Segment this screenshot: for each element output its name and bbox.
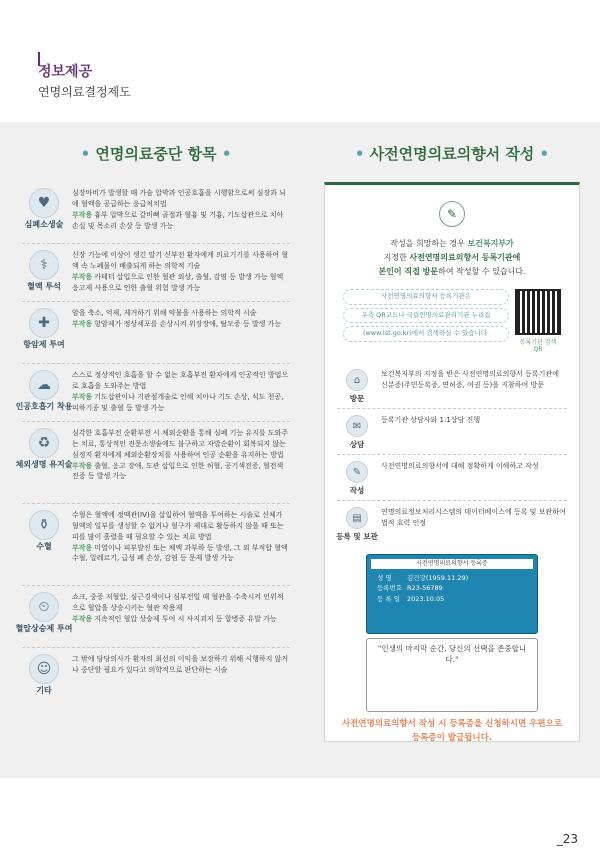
treatment-description — [66, 244, 290, 301]
side-effect-text: 카테터 삽입으로 인한 혈관 외상, 출혈, 감염 등 발생 가능 혈액응고제 사용으로 인한 출혈 위험 발생 가능 — [72, 272, 284, 292]
treatment-icon-wrap — [22, 244, 66, 301]
treatment-icon-wrap — [15, 364, 73, 421]
qr-line: 우측 QR코드나 국립연명의료관리기관 누리집 — [343, 308, 509, 324]
card-row-key: 성 명 — [377, 574, 392, 582]
card-row-value: 2023.10.05 — [407, 594, 445, 603]
card-row-value: 김건강(1959.11.29) — [407, 574, 469, 582]
side-effect-line — [72, 272, 290, 294]
side-effect-label: 부작용 — [72, 461, 93, 470]
qr-block — [515, 289, 561, 353]
treatment-description — [66, 422, 290, 503]
side-effect-label: 부작용 — [72, 392, 93, 401]
side-effect-line — [72, 461, 290, 483]
treatment-desc-text: 심각한 호흡부전 순환부전 시 체외순환을 통해 심폐 기능 유지를 도와주는 치료, 통상적인 전문소생술에도 불구하고 자발순환이 회복되지 않는 심정지 환자에게 체외순환장치를 사용하여 인공 순환을 유지하는 방법 — [72, 429, 289, 459]
process-step — [337, 409, 567, 455]
withdrawal-items-column — [15, 143, 290, 710]
card-row — [377, 573, 527, 583]
blood-pressure-icon: ⏲ — [29, 592, 59, 622]
pill-icon: ✚ — [29, 308, 59, 338]
qr-code-image[interactable] — [515, 289, 561, 335]
treatment-item — [22, 182, 290, 244]
treatment-description — [66, 648, 290, 710]
treatment-icon-wrap — [22, 504, 66, 585]
intro-part: 작성을 희망하는 경우 — [390, 239, 468, 248]
treatment-item — [15, 586, 290, 648]
card-title: 사전연명의료의향서 등록증 — [371, 559, 533, 569]
treatment-icon-wrap — [15, 586, 73, 647]
treatment-label: 항암제 투여 — [23, 340, 65, 349]
treatment-label: 혈압상승제 투여 — [15, 624, 73, 633]
registration-card-back — [366, 638, 538, 712]
step-text: 연명의료정보처리시스템의 데이터베이스에 등록 및 보관하여 법적 효력 인정 — [381, 508, 566, 528]
side-effect-line — [72, 319, 290, 330]
treatment-description — [66, 302, 290, 363]
treatment-description — [66, 504, 290, 585]
card-row-key: 등록번호 — [377, 584, 403, 593]
process-step — [337, 363, 567, 409]
pen-icon: ✎ — [439, 201, 465, 227]
intro-part: 지정한 — [383, 253, 410, 262]
qr-line: 사전연명의료의향서 등록기관은 — [343, 289, 509, 305]
treatment-desc-text: 암을 축소, 억제, 제거하기 위해 약물을 사용하는 의학적 시술 — [72, 309, 257, 317]
qr-section — [343, 289, 561, 353]
cpr-icon: ♥ — [29, 188, 59, 218]
ecmo-icon: ♻ — [29, 428, 59, 458]
qr-caption: 등록기관 검색 QR — [519, 339, 557, 353]
step-label: 방문 — [349, 394, 365, 403]
section-title: 정보제공 — [38, 64, 93, 80]
step-text: 보건복지부의 지정을 받은 사전연명의료의향서 등록기관에 신분증(주민등록증, 면허증, 여권 등)을 지참하여 방문 — [381, 370, 559, 390]
step-label: 상담 — [349, 440, 365, 449]
transfusion-icon: ⚱ — [29, 510, 59, 540]
treatment-desc-text: 쇼크, 중증 저혈압, 심근경색이나 심부전일 때 혈관을 수축시켜 인위적으로 혈압을 상승시키는 혈관 작용제 — [72, 593, 284, 612]
page-header — [0, 0, 600, 122]
treatment-label: 기타 — [36, 686, 52, 695]
ventilator-icon: ☁ — [29, 370, 59, 400]
treatment-label: 인공호흡기 착용 — [15, 402, 73, 411]
treatment-description — [66, 586, 290, 647]
intro-text — [337, 237, 567, 279]
card-row — [377, 583, 527, 593]
side-effect-line — [72, 543, 290, 565]
step-label: 작성 — [349, 486, 365, 495]
treatment-icon-wrap — [22, 182, 66, 243]
registration-card-front — [366, 554, 538, 634]
qr-guide — [343, 289, 509, 353]
right-title-text: 사전연명의료의향서 작성 — [369, 145, 535, 163]
card-row-key: 등 록 일 — [377, 594, 400, 603]
treatment-desc-text: 심장마비가 발생할 때 가슴 압박과 인공호흡을 시행함으로써 심장과 뇌에 혈액을 공급하는 응급처치법 — [72, 189, 286, 208]
step-icon-wrap — [337, 507, 377, 542]
treatment-icon-wrap — [15, 422, 73, 503]
right-column-title — [324, 143, 580, 164]
side-effect-label: 부작용 — [72, 614, 93, 623]
treatment-icon-wrap — [22, 302, 66, 363]
side-effect-line — [72, 210, 290, 232]
card-row-value: R23-56789 — [407, 584, 443, 593]
registration-notice: 사전연명의료의향서 작성 시 등록증을 신청하시면 우편으로 등록증이 발급됩니다. — [341, 719, 563, 743]
title-bullet: • — [221, 145, 232, 163]
step-icon-wrap — [337, 415, 377, 450]
side-effect-text: 미열이나 피부발진 또는 체액 과부하 등 발생, 그 외 부적합 혈액 수혈, 알레르기, 급성 폐 손상, 감염 등 문제 발생 가능 — [72, 543, 288, 563]
treatment-item — [22, 648, 290, 710]
visit-icon: ⌂ — [346, 369, 368, 391]
side-effect-line — [72, 676, 290, 687]
step-label: 등록 및 보관 — [336, 532, 378, 541]
advance-directive-column — [324, 143, 580, 742]
step-text: 사전연명의료의향서에 대해 정확하게 이해하고 작성 — [381, 462, 539, 470]
step-icon-wrap — [337, 461, 377, 496]
treatment-desc-text: 신장 기능에 이상이 생긴 말기 신부전 환자에게 의료기기를 사용하여 혈액 속 노폐물이 배출되게 하는 의학적 기술 — [72, 251, 289, 270]
treatment-label: 체외생명 유지술 — [15, 460, 73, 469]
title-bullet: • — [80, 145, 91, 163]
doctor-icon: ☺ — [29, 654, 59, 684]
treatment-label: 심폐소생술 — [24, 220, 64, 229]
treatment-item — [22, 302, 290, 364]
left-title-text: 연명의료중단 항목 — [95, 145, 217, 163]
process-step — [337, 501, 567, 546]
side-effect-text: 기도삽관이나 기관절개술로 인해 치아나 기도 손상, 식도 천공, 피하기종 및 출혈 등 발생 가능 — [72, 392, 284, 412]
process-steps — [337, 363, 567, 546]
intro-bold: 사전연명의료의향서 등록기관에 — [409, 253, 521, 262]
archive-icon: ▤ — [346, 507, 368, 529]
treatment-item — [15, 422, 290, 504]
title-bullet: • — [354, 145, 365, 163]
directive-card — [324, 182, 580, 742]
side-effect-line — [72, 614, 290, 625]
left-column-title — [22, 143, 290, 164]
intro-part: 하여 작성할 수 있습니다. — [438, 267, 526, 276]
intro-org: 보건복지부가 — [467, 239, 514, 248]
side-effect-text: 지속적인 혈압 상승제 투여 시 사지괴저 등 합병증 유발 가능 — [94, 614, 277, 623]
side-effect-text: 출혈, 응고 장애, 도관 삽입으로 인한 허혈, 공기색전증, 혈전색전증 등 발생 가능 — [72, 461, 284, 481]
treatment-item — [22, 504, 290, 586]
card-row — [377, 594, 527, 604]
side-effect-text: 항암제가 정상세포를 손상시켜 위장장애, 탈모증 등 발생 가능 — [94, 319, 282, 328]
card-quote: "인생의 마지막 순간, 당신의 선택을 존중합니다." — [377, 644, 527, 665]
side-effect-text: 흉부 압박으로 갈비뼈 골절과 혈흉 및 기흉, 기도삽관으로 치아 손실 및 목소리 손상 등 발생 가능 — [72, 210, 284, 230]
side-effect-label: 부작용 — [72, 543, 93, 552]
intro-bold-visit: 본인이 직접 방문 — [378, 267, 439, 276]
treatment-item — [15, 364, 290, 422]
card-rows — [377, 573, 527, 604]
write-icon: ✎ — [346, 461, 368, 483]
side-effect-label: 부작용 — [72, 272, 93, 281]
section-subtitle: 연명의료결정제도 — [38, 85, 131, 99]
dialysis-icon: ⚕ — [29, 250, 59, 280]
side-effect-label: 부작용 — [72, 210, 93, 219]
treatment-description — [66, 182, 290, 243]
treatment-item — [22, 244, 290, 302]
consult-icon: ✉ — [346, 415, 368, 437]
treatment-list — [15, 182, 290, 710]
step-text: 등록기관 상담사와 1:1상담 진행 — [381, 416, 481, 424]
treatment-description — [66, 364, 290, 421]
treatment-desc-text: 그 밖에 담당의사가 환자의 최선의 이익을 보장하기 위해 시행하지 않거나 중단할 필요가 있다고 의학적으로 판단하는 시술 — [72, 655, 289, 674]
side-effect-label: 부작용 — [72, 319, 93, 328]
treatment-desc-text: 수혈은 혈액에 정맥관(IV)을 삽입하여 혈액을 투여하는 시술로 신체가 혈액의 일부를 생성할 수 없거나 혈구가 제대로 활동하지 않을 때 또는 피를 많이 흘렸을 때 필요할 수 있는 치료 방법 — [72, 511, 284, 541]
treatment-label: 혈액 투석 — [27, 282, 61, 291]
treatment-desc-text: 스스로 정상적인 호흡을 할 수 없는 호흡부전 환자에게 인공적인 방법으로 호흡을 도와주는 방법 — [72, 371, 289, 390]
title-bullet: • — [539, 145, 550, 163]
treatment-icon-wrap — [22, 648, 66, 710]
step-icon-wrap — [337, 369, 377, 404]
qr-line: (www.lst.go.kr)에서 검색하실 수 있습니다. — [343, 326, 509, 342]
page-number: _23 — [556, 832, 578, 846]
process-step — [337, 455, 567, 501]
treatment-label: 수혈 — [36, 542, 52, 551]
side-effect-line — [72, 392, 290, 414]
